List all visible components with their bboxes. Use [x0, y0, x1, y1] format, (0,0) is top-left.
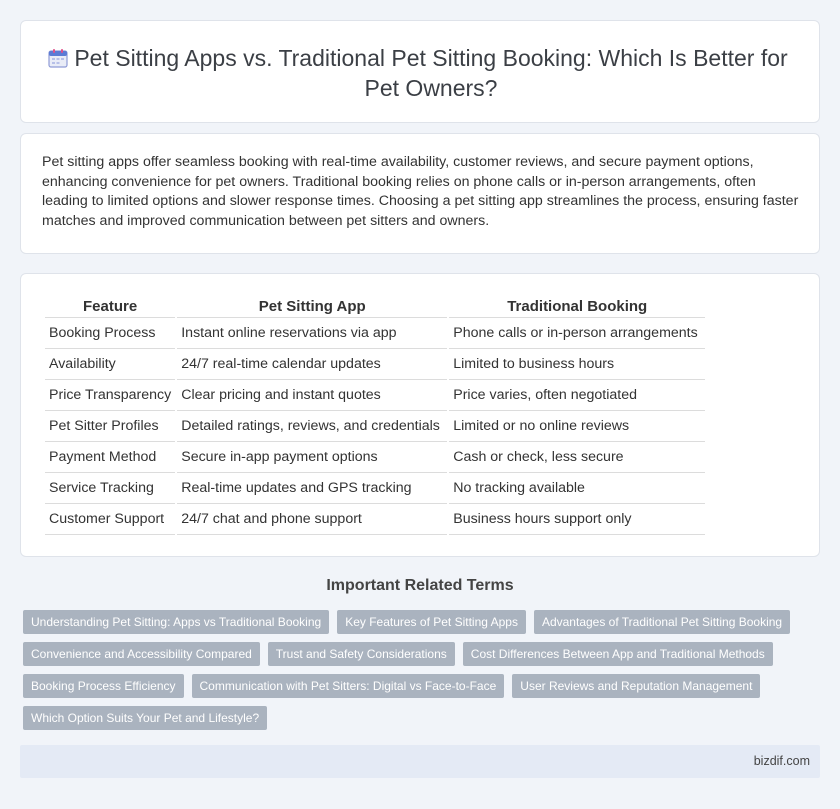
header-card: [20, 20, 820, 123]
table-cell: Business hours support only: [449, 504, 705, 535]
table-cell: Cash or check, less secure: [449, 442, 705, 473]
table-cell: Availability: [45, 349, 175, 380]
table-cell: Customer Support: [45, 504, 175, 535]
related-term-tag[interactable]: Booking Process Efficiency: [23, 674, 184, 698]
table-cell: Price Transparency: [45, 380, 175, 411]
table-cell: Limited to business hours: [449, 349, 705, 380]
related-term-tag[interactable]: Communication with Pet Sitters: Digital vs Face-to-Face: [192, 674, 505, 698]
table-cell: Detailed ratings, reviews, and credentials: [177, 411, 447, 442]
comparison-table-card: [20, 273, 820, 557]
table-row: [45, 442, 705, 473]
table-cell: Limited or no online reviews: [449, 411, 705, 442]
table-row: [45, 349, 705, 380]
table-cell: Clear pricing and instant quotes: [177, 380, 447, 411]
related-term-tag[interactable]: Which Option Suits Your Pet and Lifestyle?: [23, 706, 267, 730]
table-row: [45, 411, 705, 442]
table-cell: Service Tracking: [45, 473, 175, 504]
related-terms-list: [23, 610, 813, 730]
table-row: [45, 473, 705, 504]
related-term-tag[interactable]: Understanding Pet Sitting: Apps vs Traditional Booking: [23, 610, 329, 634]
related-terms-heading: Important Related Terms: [326, 577, 514, 594]
column-header-app: Pet Sitting App: [177, 296, 447, 318]
table-cell: Real-time updates and GPS tracking: [177, 473, 447, 504]
table-row: [45, 504, 705, 535]
table-cell: Secure in-app payment options: [177, 442, 447, 473]
table-cell: 24/7 chat and phone support: [177, 504, 447, 535]
table-cell: Phone calls or in-person arrangements: [449, 318, 705, 349]
table-cell: 24/7 real-time calendar updates: [177, 349, 447, 380]
table-cell: Instant online reservations via app: [177, 318, 447, 349]
table-row: [45, 318, 705, 349]
column-header-feature: Feature: [45, 296, 175, 318]
comparison-table: [43, 296, 707, 535]
related-term-tag[interactable]: Advantages of Traditional Pet Sitting Booking: [534, 610, 790, 634]
table-row: [45, 380, 705, 411]
related-term-tag[interactable]: Cost Differences Between App and Traditional Methods: [463, 642, 773, 666]
table-cell: No tracking available: [449, 473, 705, 504]
table-cell: Payment Method: [45, 442, 175, 473]
table-cell: Pet Sitter Profiles: [45, 411, 175, 442]
table-cell: Price varies, often negotiated: [449, 380, 705, 411]
footer-site-link[interactable]: bizdif.com: [753, 754, 810, 768]
footer: [20, 745, 820, 778]
related-term-tag[interactable]: Key Features of Pet Sitting Apps: [337, 610, 526, 634]
column-header-traditional: Traditional Booking: [449, 296, 705, 318]
table-cell: Booking Process: [45, 318, 175, 349]
related-term-tag[interactable]: Convenience and Accessibility Compared: [23, 642, 260, 666]
page-title: Pet Sitting Apps vs. Traditional Pet Sitting Booking: Which Is Better for Pet Owners?: [74, 45, 788, 101]
related-term-tag[interactable]: User Reviews and Reputation Management: [512, 674, 760, 698]
summary-card: [20, 133, 820, 254]
summary-text: Pet sitting apps offer seamless booking with real-time availability, customer reviews, and secure payment options, enhancing convenience for pet owners. Traditional booking relies on phone calls or in-person arrangements, often leading to limited options and slower response times. Choosing a pet sitting app streamlines the process, ensuring faster matches and improved communication between pet sitters and owners.: [42, 154, 799, 229]
related-term-tag[interactable]: Trust and Safety Considerations: [268, 642, 455, 666]
table-header-row: [45, 296, 705, 318]
